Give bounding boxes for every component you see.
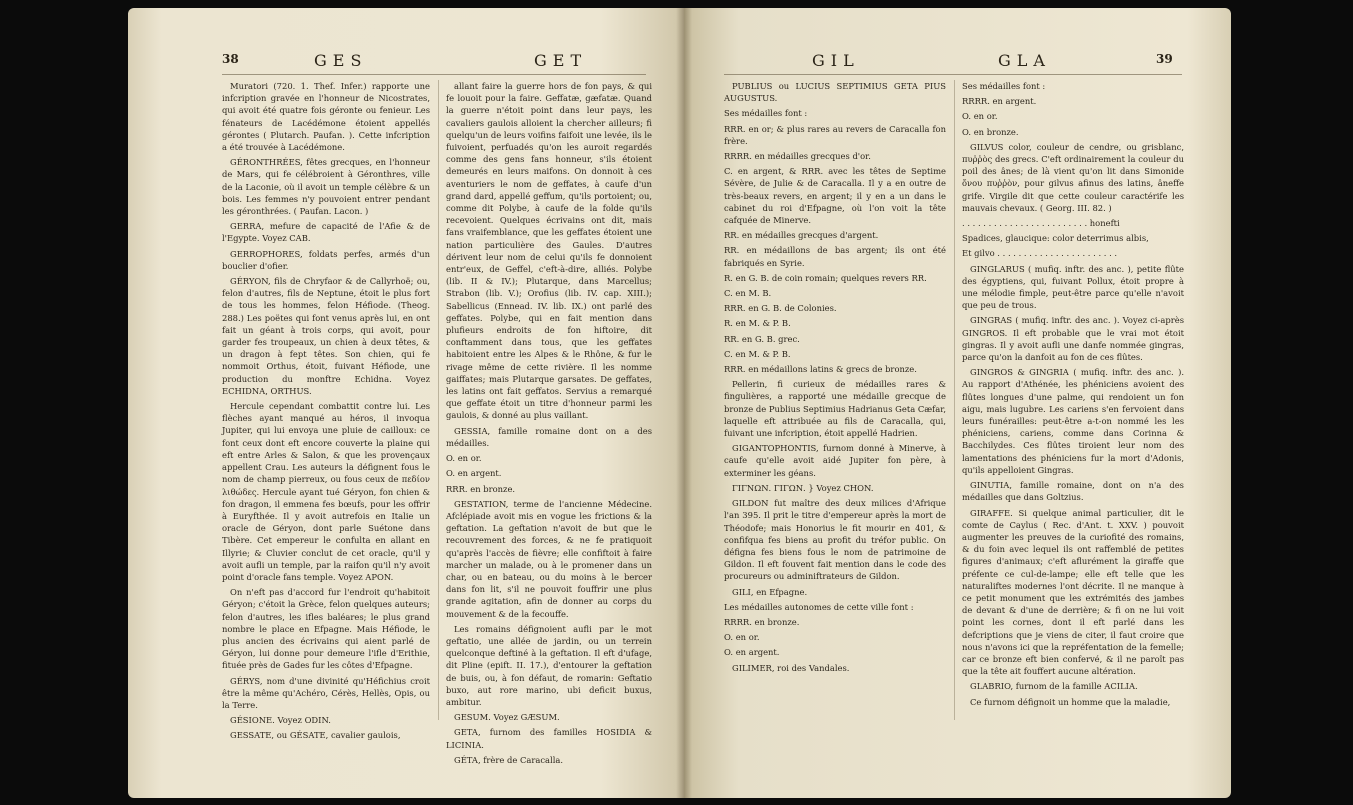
column-divider xyxy=(438,80,439,720)
paragraph: RRRR. en bronze. xyxy=(724,616,800,627)
left-column-1 xyxy=(222,80,430,745)
paragraph: O. en or. xyxy=(962,111,998,122)
paragraph: GETA, furnom des familles HOSIDIA & LICINIA. xyxy=(446,727,652,750)
paragraph: O. en bronze. xyxy=(962,126,1019,137)
paragraph: GINGLARUS ( mufiq. inftr. des anc. ), petite flûte des égyptiens, qui, fuivant Pollux, étoit propre à une mélodie fimple, peut-être parce qu'elle n'avoit que peu de trous. xyxy=(962,263,1184,311)
running-head-right: GET xyxy=(534,51,588,70)
paragraph: GINUTIA, famille romaine, dont on n'a des médailles que dans Goltzius. xyxy=(962,480,1184,503)
right-column-2 xyxy=(962,80,1184,711)
paragraph: Pellerin, fi curieux de médailles rares & fingulières, a rapporté une médaille grecque de bronze de Publius Septimius Hadrianus Geta Cæfar, laquelle eft attribuée au fils de Caracalla, qui, fuivant une infcription, étoit appellé Hadrien. xyxy=(724,379,946,439)
paragraph: GESUM. Voyez GÆSUM. xyxy=(454,712,560,723)
paragraph: GERROPHORES, foldats perfes, armés d'un bouclier d'ofier. xyxy=(222,248,430,271)
paragraph: C. en M. & P. B. xyxy=(724,348,791,359)
paragraph: GILIMER, roi des Vandales. xyxy=(732,662,850,673)
header-rule xyxy=(724,74,1182,75)
paragraph: RR. en G. B. grec. xyxy=(724,333,800,344)
paragraph: GINGROS & GINGRIA ( mufiq. inftr. des anc. ). Au rapport d'Athénée, les phéniciens avoient des flûtes longues d'une palme, qui rendoient un fon aigu, mais lugubre. Les cariens s'en fervoient dans leurs funérailles: peut-être a-t-on nommé les les phéniciens, cariens, comme dans Corinna & Bacchilydes. Ces flûtes tiroient leur nom des lamentations des phéniciens fur la mort d'Adonis, qu'ils appelloient Gingras. xyxy=(962,367,1184,475)
paragraph: Les médailles autonomes de cette ville font : xyxy=(724,601,914,612)
right-page xyxy=(684,8,1231,798)
page-number-right: 39 xyxy=(1156,52,1173,66)
page-number-left: 38 xyxy=(222,52,239,66)
paragraph: GESTATION, terme de l'ancienne Médecine. Afclépiade avoit mis en vogue les frictions & la geftation. La geftation n'avoit de but que le recouvrement des forces, & ne fe pratiquoit qu'après l'accès de fièvre; elle confiftoit à faire marcher un malade, ou à le promener dans un char, ou en bateau, ou du moins à le bercer dans fon lit, s'il ne pouvoit fouffrir une plus grande agitation, afin de donner au corps du mouvement & de la fecouffe. xyxy=(446,498,652,619)
paragraph: GESSIA, famille romaine dont on a des médailles. xyxy=(446,425,652,448)
paragraph: RR. en médaillons de bas argent; ils ont été fabriqués en Syrie. xyxy=(724,245,946,268)
running-head-left: GES xyxy=(314,51,368,70)
paragraph: On n'eft pas d'accord fur l'endroit qu'habitoit Géryon; c'étoit la Grèce, felon quelques auteurs; felon d'autres, les ifles baléares; le plus grand nombre le place en Efpagne. Mais Héfiode, le plus ancien des écrivains qui aient parlé de Géryon, lui donne pour demeure l'ifle d'Erithie, fituée près de Gades fur les côtes d'Efpagne. xyxy=(222,587,430,671)
paragraph: GINGRAS ( mufiq. inftr. des anc. ). Voyez ci-après GINGROS. Il eft probable que le vrai mot étoit gingras. Il y avoit aufli une danfe nommée gingras, parce qu'on la danfoit au fon de ces flûtes. xyxy=(962,315,1184,363)
paragraph: R. en G. B. de coin romain; quelques revers RR. xyxy=(724,272,927,283)
header-rule xyxy=(222,74,646,75)
paragraph: GILDON fut maître des deux milices d'Afrique l'an 395. Il prit le titre d'empereur après la mort de Théodofe; mais Honorius le fit mourir en 401, & confifqua fes biens au profit du tréfor public. On défigna fes biens fous le nom de patrimoine de Gildon. Il eft fouvent fait mention dans le code des procureurs ou adminiftrateurs de Gildon. xyxy=(724,498,946,582)
paragraph: allant faire la guerre hors de fon pays, & qui fe louoit pour la faire. Geffatæ, gæfatæ. Quand la guerre n'étoit point dans leur pays, les cavaliers gaulois alloient la chercher ailleurs; fi quelqu'un de leurs voifins faifoit une levée, ils le fuivoient, perfuadés qu'on les auroit regardés comme des gens fans honneur, s'ils étoient demeurés en leurs maifons. On donnoit à ces aventuriers le nom de geffates, à caufe d'un grand dard, appellé geffum, qu'ils portoient; ou, comme dit Polybe, à caufe de la folde qu'ils recevoient. Quelques écrivains ont dit, mais fans vraifemblance, que les geffates étoient une nation particulière des Gaules. D'autres dérivent leur nom de celui qu'ils fe donnoient entr'eux, de Geffel, c'eft-à-dire, alliés. Polybe (lib. II & IV.); Plutarque, dans Marcellus; Strabon (lib. V.); Orofius (lib. IV. cap. XIII.); Sabellicus (Ennead. IV. lib. IX.) ont parlé des geffates. Polybe, qui en fait mention dans plufieurs endroits de fon hiftoire, dit conftamment dans tous, que les geffates habitoient entre les Alpes & le Rhône, & fur le rivage même de cette rivière. Il les nomme gaiffates; mais Plutarque garsates. De geffates, les latins ont fait geffatos. Servius a remarqué que geffate étoit un titre d'honneur parmi les gaulois, & donné au plus vaillant. xyxy=(446,81,652,421)
paragraph: Ses médailles font : xyxy=(962,81,1046,91)
paragraph: C. en argent, & RRR. avec les têtes de Septime Sévère, de Julie & de Caracalla. Il y a en outre de très-beaux revers, en argent; il y en a un dans le cabinet du roi d'Efpagne, où l'on voit la tête cafquée de Minerve. xyxy=(724,166,946,226)
paragraph: RRR. en bronze. xyxy=(446,483,516,494)
paragraph: Et gilvo . . . . . . . . . . . . . . . . . . . . . . . xyxy=(962,248,1118,259)
paragraph: RRR. en G. B. de Colonies. xyxy=(724,303,837,314)
paragraph: PUBLIUS ou LUCIUS SEPTIMIUS GETA PIUS AUGUSTUS. xyxy=(724,81,946,104)
paragraph: GIGANTOPHONTIS, furnom donné à Minerve, à caufe qu'elle avoit aidé Jupiter fon père, à exterminer les géans. xyxy=(724,443,946,478)
paragraph: RR. en médailles grecques d'argent. xyxy=(724,230,879,241)
paragraph: GÉRONTHRÉES, fêtes grecques, en l'honneur de Mars, qui fe célébroient à Géronthres, ville de la Laconie, où il avoit un temple célèbre & un bois. Les femmes n'y pouvoient entrer pendant les géronthrées. ( Paufan. Lacon. ) xyxy=(222,157,430,217)
paragraph: GILVUS color, couleur de cendre, ou grisblanc, πυῤῥὸς des grecs. C'eft ordinairement la couleur du poil des ânes; de là vient qu'on lit dans Simonide ὄνου πυῤῥὸν, pour gilvus afinus des latins, âneffe grife. Virgile dit que cette couleur caractérife les mauvais chevaux. ( Georg. III. 82. ) xyxy=(962,141,1184,213)
paragraph: Spadices, glaucique: color deterrimus albis, xyxy=(962,233,1149,244)
paragraph: GERRA, mefure de capacité de l'Afie & de l'Egypte. Voyez CAB. xyxy=(222,221,430,244)
paragraph: GLABRIO, furnom de la famille ACILIA. xyxy=(970,681,1138,692)
running-head-left: GIL xyxy=(812,51,860,70)
paragraph: O. en argent. xyxy=(724,647,780,658)
right-column-1 xyxy=(724,80,946,677)
paragraph: O. en or. xyxy=(446,453,482,464)
paragraph: GÉRYON, fils de Chryfaor & de Callyrhoë; ou, felon d'autres, fils de Neptune, étoit le plus fort de tous les hommes, felon Héfiode. (Theog. 288.) Les poëtes qui font venus après lui, en ont fait un géant à trois corps, qui avoit, pour garder fes troupeaux, un chien à deux têtes, & un dragon à fept têtes. Son chien, qui fe nommoit Orthus, étoit, fuivant Héfiode, une production du monftre Echidna. Voyez ECHIDNA, ORTHUS. xyxy=(222,276,430,396)
left-page xyxy=(128,8,684,798)
paragraph: GIRAFFE. Si quelque animal particulier, dit le comte de Caylus ( Rec. d'Ant. t. XXV. ) pouvoit augmenter les preuves de la curiofité des romains, & du foin avec lequel ils ont raffemblé de petites figures d'animaux; c'eft aflurément la giraffe que préfente ce cul-de-lampe; elle eft telle que les naturaliftes modernes l'ont décrite. Il ne manque à ce petit monument que les extrémités des jambes de devant & d'une de derrière; & fi on ne lui voit point les cornes, dont il eft parlé dans les defcriptions que je viens de citer, il faut croire que nous n'avons ici que la repréfentation de la femelle; car ce bronze eft bien confervé, & il ne paroît pas que la tête ait fouffert aucune altération. xyxy=(962,507,1184,677)
paragraph: Hercule cependant combattit contre lui. Les flèches ayant manqué au héros, il invoqua Jupiter, qui lui envoya une pluie de cailloux: ce font ceux dont eft encore couverte la plaine qui eft entre Arles & Salon, & que les provençaux appellent Crau. Les auteurs la défignent fous le nom de champ pierreux, ou fous ceux de πεδίον λιθώδες. Hercule ayant tué Géryon, fon chien & fon dragon, il emmena fes bœufs, pour les offrir à Euryfthée. Il y avoit autrefois en Italie un oracle de Géryon, dont parle Suétone dans Tibère. Cet empereur le confulta en allant en Illyrie; & Cluvier conclut de cet oracle, qu'il y avoit aufli un temple, par la raifon qu'il n'y avoit point d'oracle fans temple. Voyez APON. xyxy=(222,401,430,582)
left-column-2 xyxy=(446,80,652,769)
paragraph: Les romains défignoient aufli par le mot geftatio, une allée de jardin, ou un terrein quelconque deftiné à la geftation. Il eft d'ufage, dit Pline (epift. II. 17.), d'entourer la geftation de buis, ou, à fon défaut, de romarin: Geftatio buxo, aut rore marino, ubi deficit buxus, ambitur. xyxy=(446,623,652,707)
paragraph: RRRR. en médailles grecques d'or. xyxy=(724,151,871,162)
paragraph: O. en or. xyxy=(724,632,760,643)
paragraph: GESSATE, ou GÉSATE, cavalier gaulois, xyxy=(230,730,401,741)
paragraph: O. en argent. xyxy=(446,468,502,479)
paragraph: GÉTA, frère de Caracalla. xyxy=(454,754,564,765)
paragraph: GÉRYS, nom d'une divinité qu'Héfichius croit être la même qu'Achéro, Cérès, Hellès, Opis, ou la Terre. xyxy=(222,675,430,710)
running-head-right: GLA xyxy=(998,51,1051,70)
paragraph: . . . . . . . . . . . . . . . . . . . . . . . . honefti xyxy=(962,218,1120,229)
paragraph: RRR. en or; & plus rares au revers de Caracalla fon frère. xyxy=(724,123,946,146)
paragraph: RRRR. en argent. xyxy=(962,96,1037,107)
paragraph: Ce furnom défignoit un homme que la maladie, xyxy=(970,696,1171,707)
paragraph: R. en M. & P. B. xyxy=(724,318,791,329)
paragraph: GÉSIONE. Voyez ODIN. xyxy=(230,715,331,726)
paragraph: GILI, en Efpagne. xyxy=(732,586,808,597)
book-gutter xyxy=(676,8,692,798)
paragraph: C. en M. B. xyxy=(724,288,772,299)
paragraph: RRR. en médaillons latins & grecs de bronze. xyxy=(724,364,917,375)
paragraph: ΓΙΓΝΩΝ. ΓΙΓΩΝ. } Voyez CHON. xyxy=(732,482,874,493)
open-book xyxy=(128,8,1231,798)
paragraph: Ses médailles font : xyxy=(724,108,808,119)
column-divider xyxy=(954,80,955,720)
paragraph: Muratori (720. 1. Thef. Infer.) rapporte une infcription gravée en l'honneur de Nicostrates, qui avoit été quatre fois géronte ou fenieur. Les fénateurs de Lacédémone étoient appellés gérontes ( Plutarch. Paufan. ). Cette infcription a été trouvée à Lacédémone. xyxy=(222,81,430,153)
